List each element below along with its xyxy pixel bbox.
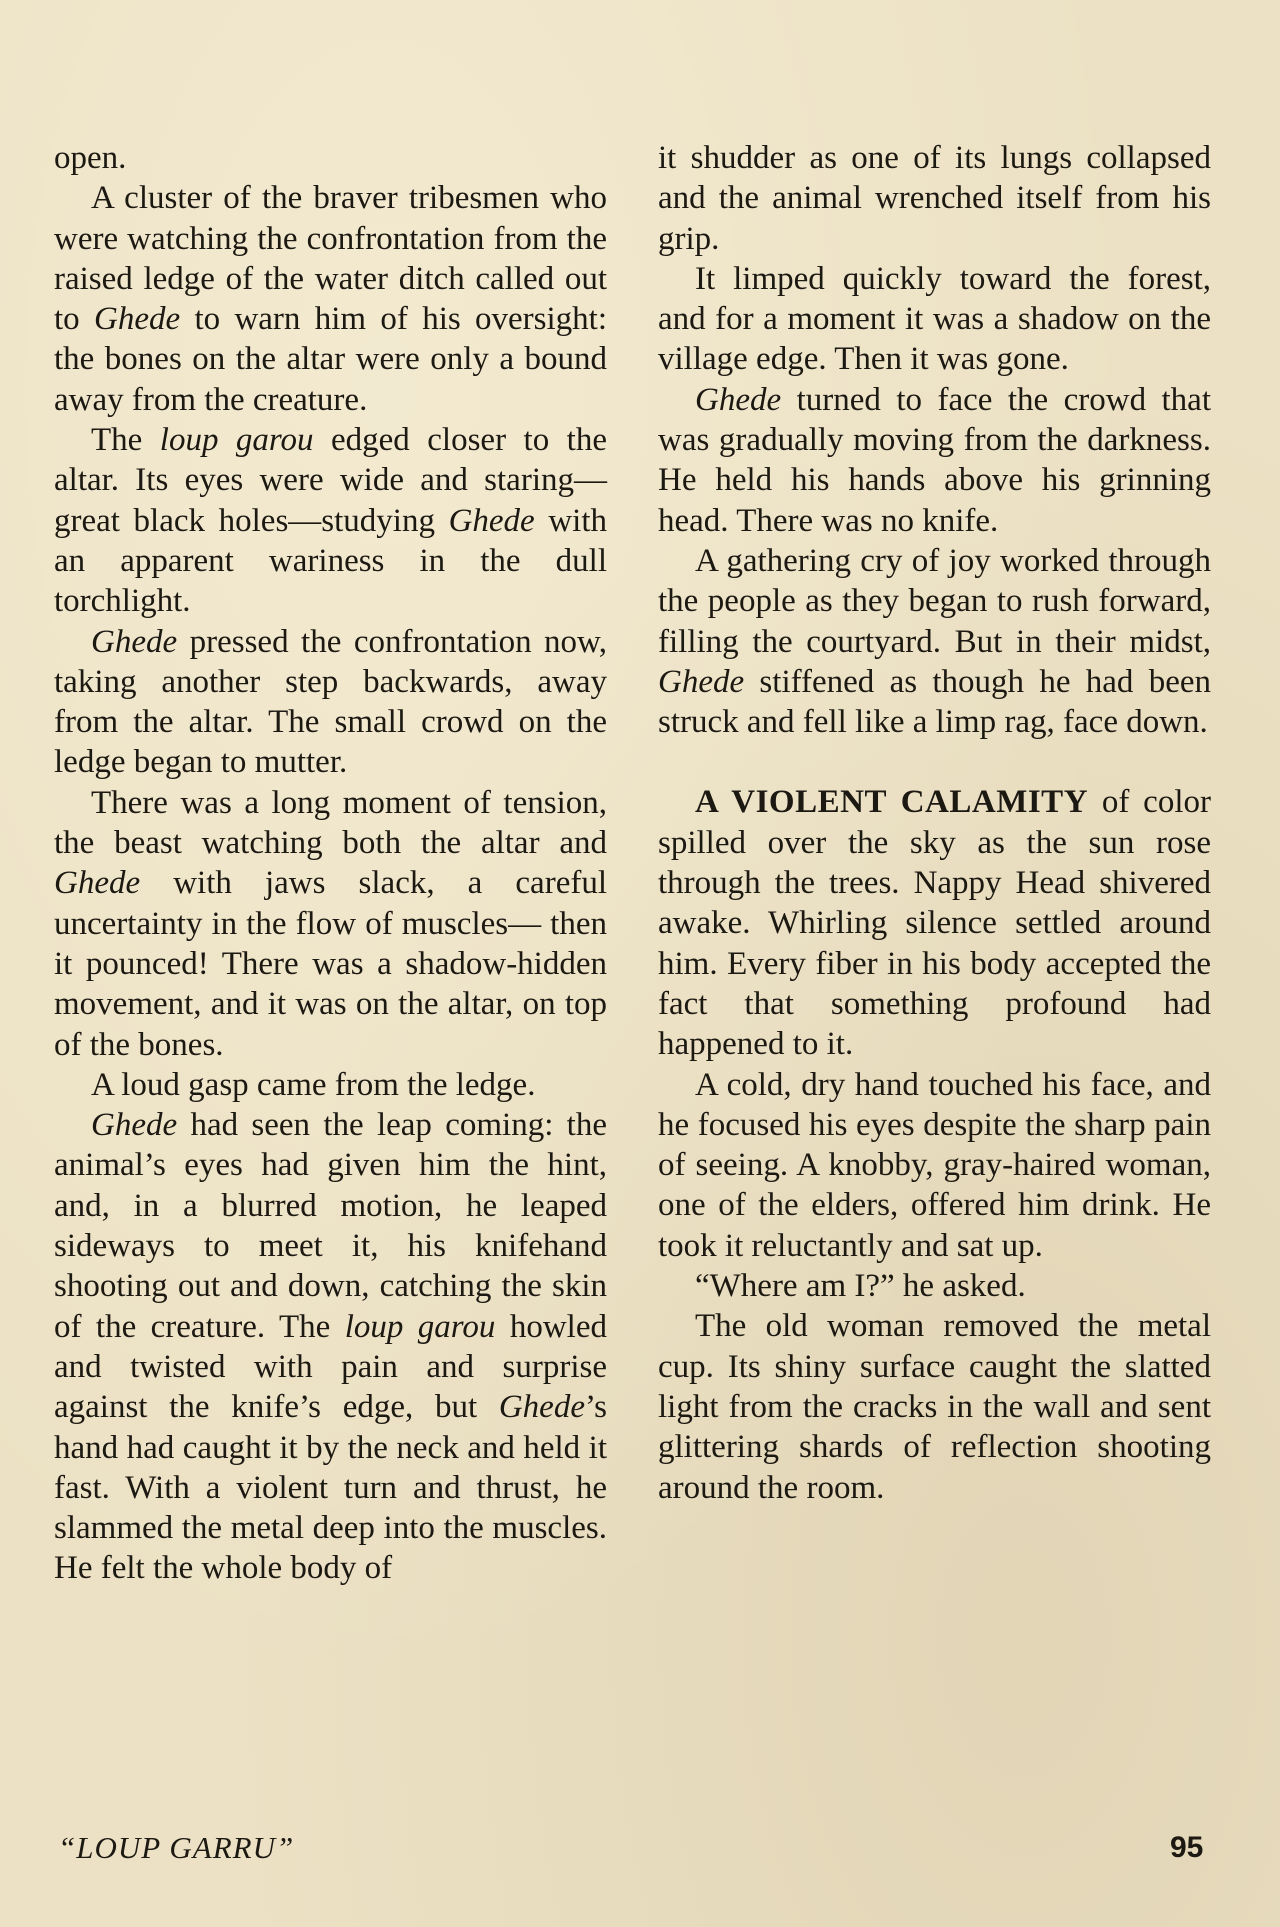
paragraph-text: it shudder as one of its lungs collapsed and the animal wrenched itself from his grip. (658, 140, 1211, 257)
section-start-paragraph (658, 782, 1211, 1064)
paragraph-text: The old woman removed the metal cup. Its shiny surface caught the slatted light from the cracks in the wall and sent glittering shards of reflection shooting around the room. (658, 1308, 1211, 1506)
paragraph-text: stiffened as though he had been struck and fell like a limp rag, face down. (658, 663, 1211, 741)
paragraph (658, 1266, 1211, 1306)
paragraph-text: ’s hand had caught it by the neck and held it fast. With a violent turn and thrust, he slammed the metal deep into the muscles. He felt the whole body of (54, 1389, 607, 1587)
left-column (54, 138, 607, 1589)
section-lead-in: A VIOLENT CALAMITY (695, 784, 1089, 821)
paragraph (658, 259, 1211, 380)
character-name: Ghede (695, 381, 782, 418)
paragraph-text: There was a long moment of tension, the beast watching both the altar and (54, 784, 607, 862)
paragraph-text: It limped quickly toward the forest, and for a moment it was a shadow on the village edge. Then it was gone. (658, 260, 1211, 378)
running-footer-title: “LOUP GARRU” (58, 1830, 295, 1865)
paragraph-text: turned to face the crowd that was gradually moving from the darkness. He held his hands above his grinning head. There was no knife. (658, 381, 1211, 539)
paragraph-text: had seen the leap coming: the animal’s eyes had given him the hint, and, in a blurred motion, he leaped sideways to meet it, his knifehand shooting out and down, catching the skin of the creature. The (54, 1107, 607, 1345)
paragraph-text: edged closer to the altar. Its eyes were wide and staring—great black holes—studying (54, 422, 607, 539)
paragraph-text: of color spilled over the sky as the sun rose through the trees. Nappy Head shivered awake. Whirling silence settled around him. Every fiber in his body accepted the fact that something profound had happened to it. (658, 784, 1211, 1063)
paragraph (658, 380, 1211, 541)
paragraph (658, 541, 1211, 742)
paragraph (54, 783, 607, 1065)
paragraph (658, 1306, 1211, 1507)
character-name: Ghede (498, 1389, 585, 1426)
character-name: Ghede (94, 301, 181, 338)
paragraph-text: to warn him of his oversight: the bones on the altar were only a bound away from the creature. (54, 301, 607, 418)
paragraph (54, 420, 607, 621)
paragraph (658, 138, 1211, 259)
character-name: Ghede (658, 663, 745, 700)
paragraph (54, 622, 607, 783)
page-number: 95 (1170, 1831, 1204, 1864)
paragraph-text: A cluster of the braver tribesmen who were watching the confrontation from the raised ledge of the water ditch called out to (54, 180, 607, 338)
paragraph (54, 178, 607, 420)
paragraph-text: howled and twisted with pain and surprise against the knife’s edge, but (54, 1308, 607, 1426)
creature-name: loup garou (159, 422, 314, 459)
paragraph-text: A gathering cry of joy worked through the people as they began to rush forward, filling the courtyard. But in their midst, (658, 542, 1211, 660)
character-name: Ghede (91, 623, 178, 660)
paragraph-text: A cold, dry hand touched his face, and he focused his eyes despite the sharp pain of seeing. A knobby, gray-haired woman, one of the elders, offered him drink. He took it reluctantly and sat up. (658, 1066, 1211, 1264)
character-name: Ghede (448, 502, 535, 539)
paragraph (54, 1065, 607, 1105)
paragraph (54, 1105, 607, 1589)
character-name: Ghede (91, 1107, 178, 1144)
creature-name: loup garou (344, 1308, 496, 1345)
paragraph-text: open. (54, 140, 127, 176)
paragraph (658, 1065, 1211, 1266)
paragraph (54, 138, 607, 178)
paragraph-text: with an apparent wariness in the dull torchlight. (54, 502, 607, 620)
right-column (658, 138, 1211, 1508)
character-name: Ghede (54, 865, 141, 902)
paragraph-text: A loud gasp came from the ledge. (91, 1066, 536, 1103)
paragraph-text: pressed the confrontation now, taking another step backwards, away from the altar. The small crowd on the ledge began to mutter. (54, 623, 607, 781)
dialogue-text: “Where am I?” he asked. (695, 1268, 1026, 1305)
paragraph-text: with jaws slack, a careful uncertainty in the flow of muscles— then it pounced! There was a shadow-hidden movement, and it was on the altar, on top of the bones. (54, 865, 607, 1063)
paragraph-text: The (91, 422, 160, 459)
